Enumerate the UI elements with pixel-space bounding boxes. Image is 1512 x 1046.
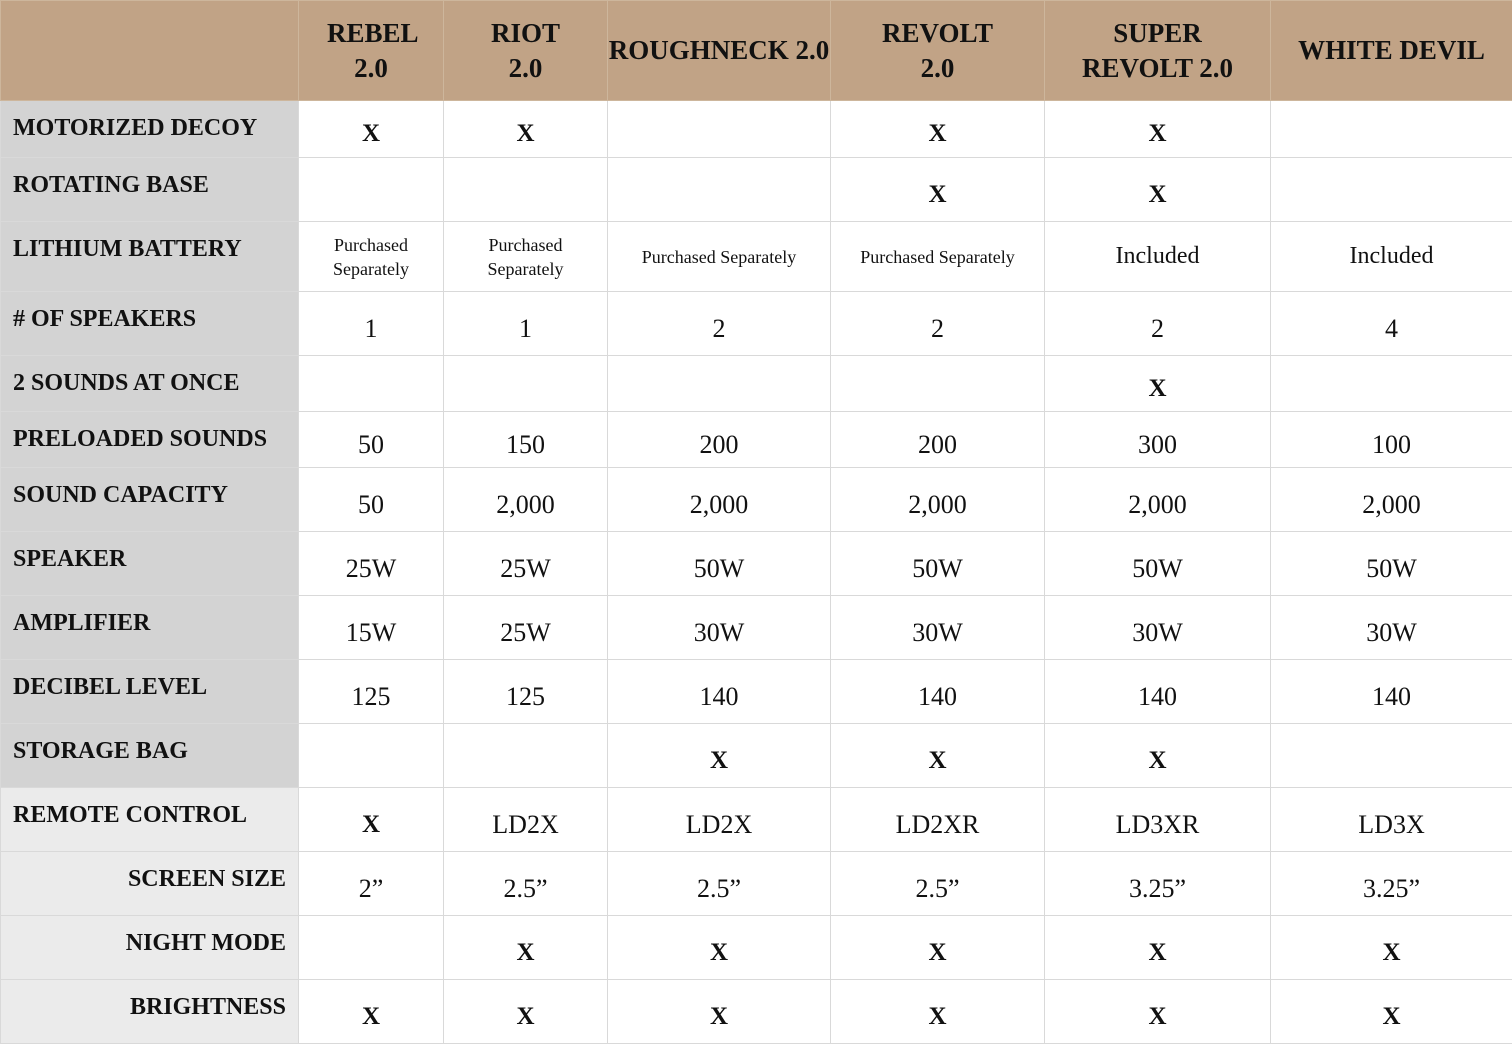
table-cell: 125: [299, 660, 444, 724]
row-label: AMPLIFIER: [1, 596, 299, 660]
table-row: [1, 222, 1512, 292]
table-cell: 140: [608, 660, 831, 724]
row-label: MOTORIZED DECOY: [1, 101, 299, 158]
table-cell: [1271, 101, 1512, 158]
header-revolt: REVOLT 2.0: [831, 1, 1045, 101]
table-cell: 4: [1271, 292, 1512, 356]
table-cell: [608, 356, 831, 412]
table-row: [1, 788, 1512, 852]
table-cell: Purchased Separately: [444, 222, 608, 292]
table-cell: 1: [444, 292, 608, 356]
table-cell: X: [444, 980, 608, 1044]
table-cell: 25W: [299, 532, 444, 596]
table-row: [1, 356, 1512, 412]
row-label: REMOTE CONTROL: [1, 788, 299, 852]
table-cell: Purchased Separately: [299, 222, 444, 292]
table-cell: X: [1271, 980, 1512, 1044]
table-cell: X: [831, 724, 1045, 788]
table-cell: X: [299, 788, 444, 852]
table-cell: LD3XR: [1045, 788, 1271, 852]
table-row: [1, 724, 1512, 788]
table-row: [1, 292, 1512, 356]
table-cell: X: [444, 916, 608, 980]
table-row: [1, 532, 1512, 596]
table-cell: X: [1045, 101, 1271, 158]
table-cell: X: [1045, 980, 1271, 1044]
table-cell: 50W: [1271, 532, 1512, 596]
row-label: 2 SOUNDS AT ONCE: [1, 356, 299, 412]
row-label: # OF SPEAKERS: [1, 292, 299, 356]
table-row: [1, 596, 1512, 660]
table-cell: X: [444, 101, 608, 158]
table-cell: X: [299, 980, 444, 1044]
table-cell: X: [608, 980, 831, 1044]
table-cell: 2: [608, 292, 831, 356]
table-cell: [608, 101, 831, 158]
row-label: NIGHT MODE: [1, 916, 299, 980]
table-cell: LD2X: [608, 788, 831, 852]
table-row: [1, 852, 1512, 916]
header-riot: RIOT 2.0: [444, 1, 608, 101]
table-cell: 1: [299, 292, 444, 356]
table-cell: X: [1045, 356, 1271, 412]
table-row: [1, 916, 1512, 980]
table-cell: X: [608, 724, 831, 788]
table-body: [1, 101, 1512, 1044]
table-cell: [444, 158, 608, 222]
table-cell: X: [1271, 916, 1512, 980]
table-cell: [1271, 158, 1512, 222]
table-cell: 3.25”: [1271, 852, 1512, 916]
table-row: [1, 660, 1512, 724]
table-cell: 2,000: [608, 468, 831, 532]
table-cell: X: [1045, 158, 1271, 222]
table-cell: [299, 356, 444, 412]
table-cell: LD2X: [444, 788, 608, 852]
table-cell: [1271, 724, 1512, 788]
row-label: SCREEN SIZE: [1, 852, 299, 916]
table-cell: 50W: [608, 532, 831, 596]
row-label: BRIGHTNESS: [1, 980, 299, 1044]
table-cell: 30W: [1045, 596, 1271, 660]
table-cell: 200: [831, 412, 1045, 468]
table-row: [1, 468, 1512, 532]
row-label: SOUND CAPACITY: [1, 468, 299, 532]
table-cell: 50: [299, 412, 444, 468]
header-white-devil: WHITE DEVIL: [1271, 1, 1512, 101]
table-row: [1, 101, 1512, 158]
table-cell: X: [831, 158, 1045, 222]
table-cell: 30W: [608, 596, 831, 660]
table-cell: 2: [831, 292, 1045, 356]
table-cell: 2,000: [1271, 468, 1512, 532]
table-cell: 30W: [831, 596, 1045, 660]
table-cell: 50W: [831, 532, 1045, 596]
header-corner: [1, 1, 299, 101]
table-cell: 2.5”: [608, 852, 831, 916]
row-label: ROTATING BASE: [1, 158, 299, 222]
table-cell: 50: [299, 468, 444, 532]
table-row: [1, 412, 1512, 468]
table-cell: [608, 158, 831, 222]
table-cell: X: [1045, 724, 1271, 788]
table-cell: LD2XR: [831, 788, 1045, 852]
table-cell: [444, 356, 608, 412]
row-label: SPEAKER: [1, 532, 299, 596]
header-row: [1, 1, 1512, 101]
table-row: [1, 980, 1512, 1044]
table-cell: 140: [1271, 660, 1512, 724]
table-cell: [1271, 356, 1512, 412]
table-cell: 150: [444, 412, 608, 468]
table-cell: X: [831, 980, 1045, 1044]
table-cell: 3.25”: [1045, 852, 1271, 916]
table-cell: 2,000: [444, 468, 608, 532]
table-cell: 2,000: [831, 468, 1045, 532]
table-cell: 30W: [1271, 596, 1512, 660]
table-cell: X: [299, 101, 444, 158]
table-cell: 200: [608, 412, 831, 468]
table-cell: 50W: [1045, 532, 1271, 596]
table-cell: X: [831, 101, 1045, 158]
table-cell: 300: [1045, 412, 1271, 468]
table-cell: X: [831, 916, 1045, 980]
table-cell: Purchased Separately: [831, 222, 1045, 292]
table-row: [1, 158, 1512, 222]
table-cell: 2.5”: [444, 852, 608, 916]
table-cell: 140: [1045, 660, 1271, 724]
table-cell: 25W: [444, 532, 608, 596]
table-cell: 2,000: [1045, 468, 1271, 532]
table-cell: 100: [1271, 412, 1512, 468]
header-rebel: REBEL 2.0: [299, 1, 444, 101]
table-cell: 25W: [444, 596, 608, 660]
row-label: LITHIUM BATTERY: [1, 222, 299, 292]
row-label: PRELOADED SOUNDS: [1, 412, 299, 468]
header-roughneck: ROUGHNECK 2.0: [608, 1, 831, 101]
table-cell: 15W: [299, 596, 444, 660]
table-cell: Purchased Separately: [608, 222, 831, 292]
table-cell: X: [1045, 916, 1271, 980]
table-cell: LD3X: [1271, 788, 1512, 852]
table-cell: 140: [831, 660, 1045, 724]
table-cell: 2: [1045, 292, 1271, 356]
table-cell: [831, 356, 1045, 412]
row-label: STORAGE BAG: [1, 724, 299, 788]
table-cell: 2.5”: [831, 852, 1045, 916]
table-cell: [299, 916, 444, 980]
table-cell: [444, 724, 608, 788]
table-cell: Included: [1271, 222, 1512, 292]
table-cell: 2”: [299, 852, 444, 916]
header-super-revolt: SUPER REVOLT 2.0: [1045, 1, 1271, 101]
table-cell: [299, 724, 444, 788]
table-cell: X: [608, 916, 831, 980]
table-cell: 125: [444, 660, 608, 724]
row-label: DECIBEL LEVEL: [1, 660, 299, 724]
table-cell: Included: [1045, 222, 1271, 292]
table-cell: [299, 158, 444, 222]
